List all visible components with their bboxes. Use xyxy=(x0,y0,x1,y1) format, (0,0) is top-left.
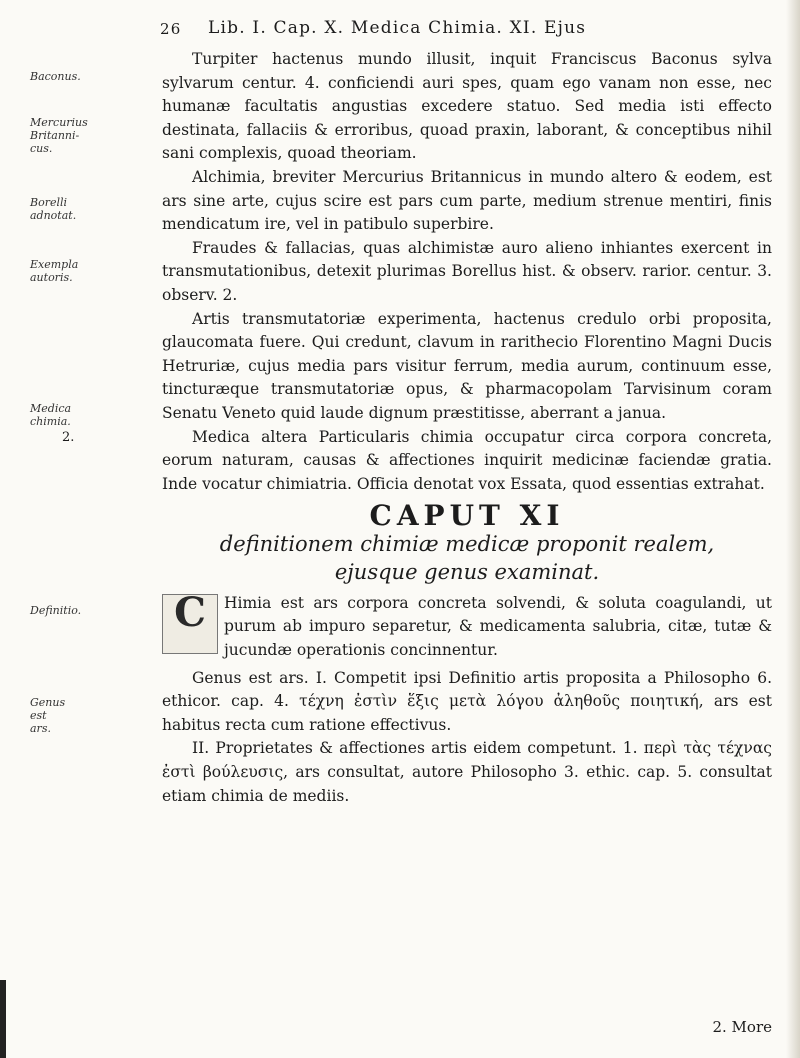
main-text xyxy=(62,48,772,808)
catchword: 2. More xyxy=(712,1018,772,1036)
section-number: 2. xyxy=(62,429,75,445)
section-2-text: Medica altera Particularis chimia occupatur circa corpora concreta, eorum naturam, causas & affectiones inquirit medicinæ faciendæ gratia. Inde vocatur chimiatria. Officia denotat vox Essata, quod essentias extrahat. xyxy=(162,427,772,493)
paragraph: Artis transmutatoriæ experimenta, hactenus credulo orbi proposita, glaucomata fuere. Qui credunt, clavum in rarithecio Florentino Magni Ducis Hetruriæ, cujus media pars visitur ferrum, media aurum, continuum esse, tincturæque transmutatoriæ opus, & pharmacopolam Tarvisinum coram Senatu Veneto quid laude dignum præstitisse, aberrant a janua. xyxy=(162,309,772,422)
margin-note: Mercurius Britanni-cus. xyxy=(30,116,88,155)
running-header xyxy=(30,18,790,44)
ornamental-initial xyxy=(162,588,218,654)
paragraph: Fraudes & fallacias, quas alchimistæ auro alieno inhiantes exercent in transmutationibus, detexit plurimas Borellus hist. & observ. rarior. centur. 3. observ. 2. xyxy=(162,238,772,304)
definition-text: Himia est ars corpora concreta solvendi, & soluta coagulandi, ut purum ab impuro separetur, & medicamenta salubria, citæ, tutæ & jucundæ operationis concinnentur. xyxy=(224,593,772,660)
margin-note: Borelli adnotat. xyxy=(30,196,77,222)
margin-note: Exempla autoris. xyxy=(30,258,79,284)
page-edge-shadow xyxy=(786,0,800,1058)
section-2 xyxy=(62,426,772,497)
margin-note: Medica chimia. xyxy=(30,402,72,428)
paragraph: Alchimia, breviter Mercurius Britannicus in mundo altero & eodem, est ars sine arte, cujus scire est pars cum parte, medium strenue mentiri, finis mendicatum ire, vel in patibulo superbire. xyxy=(162,167,772,234)
margin-note: Definitio. xyxy=(30,604,82,617)
running-title: Lib. I. Cap. X. Medica Chimia. XI. Ejus xyxy=(208,18,587,38)
paragraph: Turpiter hactenus mundo illusit, inquit Franciscus Baconus sylva sylvarum centur. 4. conficiendi auri spes, quam ego vanam non esse, nec humanæ facultatis angustias excedere statuo. Sed media isti effecto destinata, fallaciis & erroribus, quoad praxin, laborant, & conceptibus nihil sani complexis, quoad theoriam. xyxy=(162,50,772,163)
chapter-heading: CAPUT XI xyxy=(369,499,565,533)
genus-point-2: II. Proprietates & affectiones artis eidem competunt. 1. περὶ τὰς τέχνας ἐστὶ βούλευσις, ars consultat, autore Philosopho 3. ethic. cap. 5. consultat etiam chimia de mediis. xyxy=(162,739,772,805)
chapter-subtitle-line-1: definitionem chimiæ medicæ proponit realem, xyxy=(219,531,715,556)
page-number: 26 xyxy=(160,20,182,38)
genus-paragraph: Genus est ars. I. Competit ipsi Definitio artis proposita a Philosopho 6. ethicor. cap. 4. τέχνη ἐστὶν ἕξις μετὰ λόγου ἀληθοῦς ποιητική, ars est habitus recta cum ratione effectivus. xyxy=(162,668,772,734)
chapter-subtitle-line-2: ejusque genus examinat. xyxy=(334,559,600,584)
dropcap-letter: C xyxy=(174,588,206,636)
margin-note: Genus est ars. xyxy=(30,696,66,735)
margin-note: Baconus. xyxy=(30,70,81,83)
definition-paragraph xyxy=(162,588,772,663)
binding-mark xyxy=(0,980,6,1058)
